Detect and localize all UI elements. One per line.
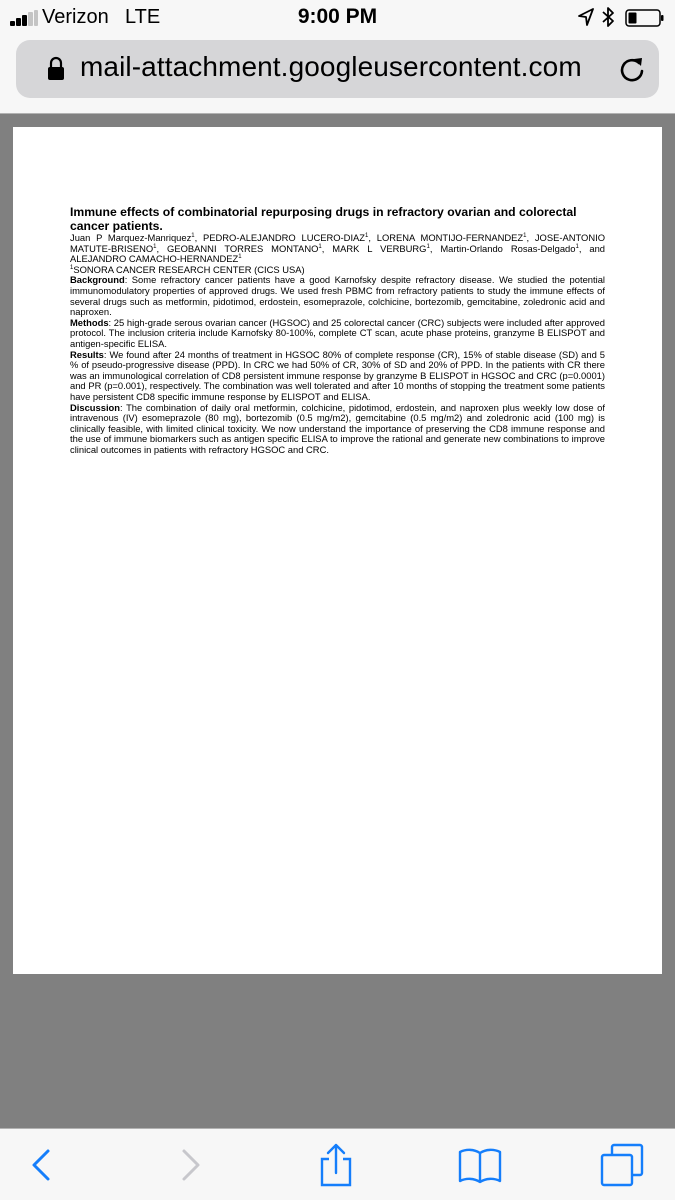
author-list: Juan P Marquez-Manriquez$^1$, PEDRO-ALEJANDRO LUCERO-DIAZ$^1$, LORENA MONTIJO-FERNANDEZ$^1$, JOSE-ANTONIO MATUTE-BRISENO$^1$, GEOBANNI TORRES MONTANO$^1$, MARK L VERBURG$^1$, Martin-Orlando Rosas-Delgado$^1$, and ALEJANDRO CAMACHO-HERNANDEZ$^1$	[70, 232, 606, 265]
bottom-toolbar	[0, 1128, 675, 1200]
browser-chrome	[0, 0, 675, 114]
battery-icon	[625, 9, 665, 27]
tabs-icon[interactable]	[600, 1143, 644, 1187]
status-bar	[0, 0, 675, 36]
address-bar[interactable]	[16, 40, 659, 98]
back-icon[interactable]	[20, 1143, 64, 1187]
network-type: LTE	[125, 6, 161, 28]
bookmarks-icon[interactable]	[458, 1143, 502, 1187]
status-time: 9:00 PM	[297, 5, 378, 28]
bluetooth-icon	[601, 6, 615, 28]
abstract-body	[70, 233, 605, 455]
share-icon[interactable]	[314, 1143, 358, 1187]
lock-icon	[46, 56, 66, 82]
carrier-name: Verizon	[42, 6, 109, 28]
reload-icon[interactable]	[617, 54, 647, 84]
forward-icon[interactable]	[168, 1143, 212, 1187]
abstract-title: Immune effects of combinatorial repurposing drugs in refractory ovarian and colorectal cancer patients.	[70, 205, 577, 233]
discussion-section: Discussion: The combination of daily oral metformin, colchicine, pidotimod, erdostein, and naproxen plus weekly low dose of intravenous (IV) esomeprazole (80 mg), bortezomib (0.5 mg/m2), gemcitabine (0.5 mg/m2) and zoledronic acid (100 mg) is clinically feasible, with limited clinical toxicity. We now understand the importance of preserving the CD8 immune response and the use of immune biomarkers such as antigen specific ELISA to improve the rational and generate new combinations to improve clinical outcomes in patients with refractory HGSOC and CRC.	[70, 401, 605, 455]
affiliation: $^1$SONORA CANCER RESEARCH CENTER (CICS USA)	[70, 263, 305, 275]
results-section: Results: We found after 24 months of treatment in HGSOC 80% of complete response (CR), 15% of stable disease (SD) and 5 % of pseudo-progressive disease (PPD). In CRC we had 50% of CR, 30% of SD and 20% of PPD. In the patients with CR there was an immunological correlation of CD8 persistent immune response by granzyme B ELISPOT in HGSOC and CRC (p=0.0001) and PR (p=0.001), respectively. The combination was well tolerated and after 10 months of stopping the treatment some patients have persistent CD8 specific immune response by ELISPOT and ELISA.	[70, 348, 605, 402]
document-page	[13, 127, 662, 974]
methods-section: Methods: 25 high-grade serous ovarian cancer (HGSOC) and 25 colorectal cancer (CRC) subjects were included after approved protocol. The inclusion criteria include Karnofsky 80-100%, complete CT scan, acute phase proteins, granzyme B ELISPOT and antigen-specific ELISA.	[70, 316, 605, 349]
abstract	[70, 206, 605, 455]
location-arrow-icon	[578, 8, 594, 26]
background-section: Background: Some refractory cancer patients have a good Karnofsky despite refractory disease. We studied the potential immunomodulatory properties of approved drugs. We used fresh PBMC from refractory patients to study the immune effects of several drugs such as metformin, pidotimod, erdostein, esomeprazole, colchicine, bortezomib, gemcitabine, zoledronic acid and naproxen.	[70, 274, 605, 318]
url-text[interactable]: mail-attachment.googleusercontent.com	[80, 51, 582, 82]
